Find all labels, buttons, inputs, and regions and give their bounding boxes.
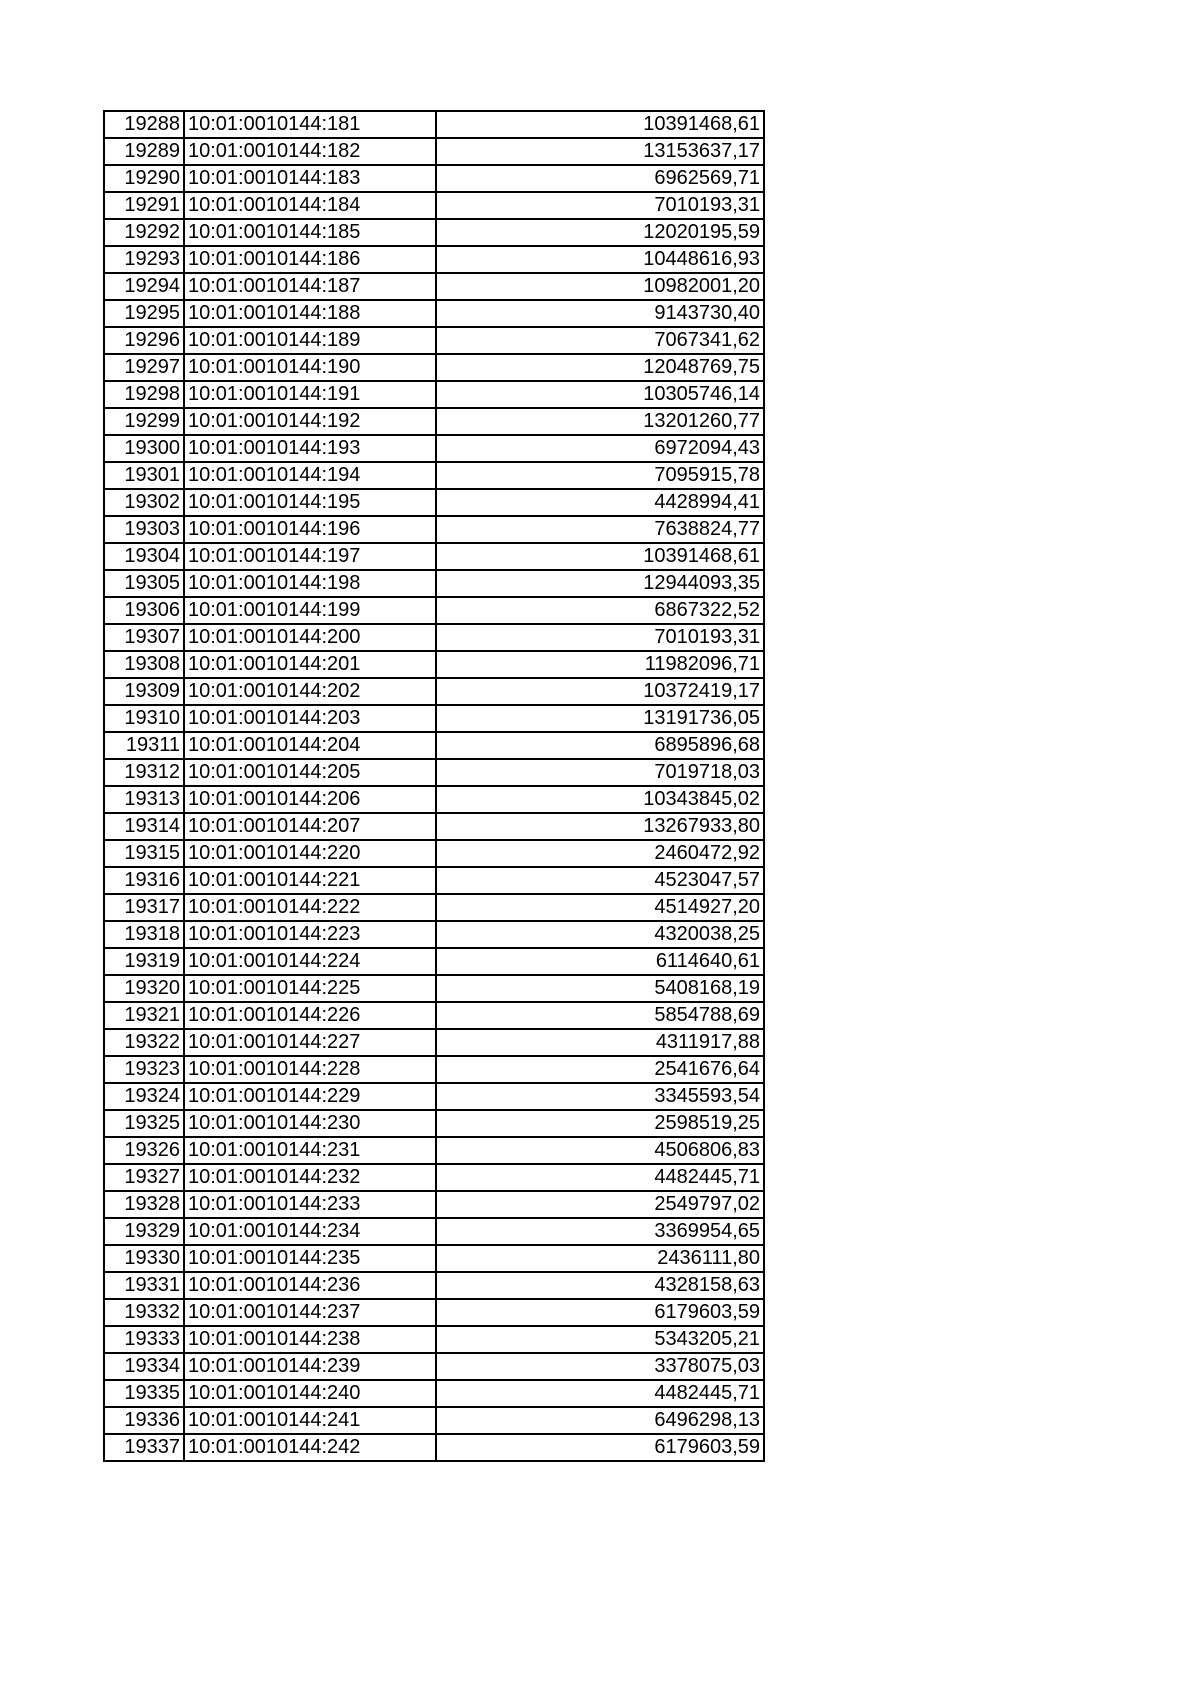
cadastral-number-cell: 10:01:0010144:241: [184, 1407, 436, 1434]
value-cell: 2460472,92: [436, 840, 764, 867]
table-row: [104, 948, 764, 975]
value-cell: 12020195,59: [436, 219, 764, 246]
cadastral-number-cell: 10:01:0010144:190: [184, 354, 436, 381]
value-cell: 4320038,25: [436, 921, 764, 948]
row-number-cell: 19330: [104, 1245, 184, 1272]
table-row: [104, 840, 764, 867]
value-cell: 10982001,20: [436, 273, 764, 300]
cadastral-number-cell: 10:01:0010144:237: [184, 1299, 436, 1326]
table-row: [104, 975, 764, 1002]
table-row: [104, 597, 764, 624]
cadastral-number-cell: 10:01:0010144:201: [184, 651, 436, 678]
row-number-cell: 19319: [104, 948, 184, 975]
table-row: [104, 1380, 764, 1407]
cadastral-number-cell: 10:01:0010144:231: [184, 1137, 436, 1164]
value-cell: 6114640,61: [436, 948, 764, 975]
table-row: [104, 516, 764, 543]
cadastral-number-cell: 10:01:0010144:225: [184, 975, 436, 1002]
value-cell: 4523047,57: [436, 867, 764, 894]
table-row: [104, 354, 764, 381]
table-row: [104, 705, 764, 732]
row-number-cell: 19304: [104, 543, 184, 570]
value-cell: 7010193,31: [436, 192, 764, 219]
value-cell: 2549797,02: [436, 1191, 764, 1218]
row-number-cell: 19323: [104, 1056, 184, 1083]
row-number-cell: 19290: [104, 165, 184, 192]
cadastral-number-cell: 10:01:0010144:222: [184, 894, 436, 921]
value-cell: 3345593,54: [436, 1083, 764, 1110]
row-number-cell: 19327: [104, 1164, 184, 1191]
value-cell: 4328158,63: [436, 1272, 764, 1299]
value-cell: 5854788,69: [436, 1002, 764, 1029]
row-number-cell: 19315: [104, 840, 184, 867]
cadastral-number-cell: 10:01:0010144:232: [184, 1164, 436, 1191]
value-cell: 6972094,43: [436, 435, 764, 462]
row-number-cell: 19298: [104, 381, 184, 408]
value-cell: 4428994,41: [436, 489, 764, 516]
value-cell: 10448616,93: [436, 246, 764, 273]
table-row: [104, 543, 764, 570]
table-row: [104, 651, 764, 678]
value-cell: 12048769,75: [436, 354, 764, 381]
cadastral-number-cell: 10:01:0010144:193: [184, 435, 436, 462]
value-cell: 12944093,35: [436, 570, 764, 597]
cadastral-number-cell: 10:01:0010144:191: [184, 381, 436, 408]
cadastral-number-cell: 10:01:0010144:188: [184, 300, 436, 327]
value-cell: 6179603,59: [436, 1299, 764, 1326]
row-number-cell: 19307: [104, 624, 184, 651]
value-cell: 4311917,88: [436, 1029, 764, 1056]
data-table: [103, 110, 765, 1462]
cadastral-number-cell: 10:01:0010144:197: [184, 543, 436, 570]
cadastral-number-cell: 10:01:0010144:181: [184, 111, 436, 138]
table-row: [104, 138, 764, 165]
table-row: [104, 1083, 764, 1110]
table-row: [104, 813, 764, 840]
table-row: [104, 921, 764, 948]
table-row: [104, 165, 764, 192]
value-cell: 10391468,61: [436, 543, 764, 570]
row-number-cell: 19333: [104, 1326, 184, 1353]
cadastral-number-cell: 10:01:0010144:186: [184, 246, 436, 273]
row-number-cell: 19314: [104, 813, 184, 840]
table-row: [104, 1191, 764, 1218]
cadastral-number-cell: 10:01:0010144:229: [184, 1083, 436, 1110]
row-number-cell: 19292: [104, 219, 184, 246]
cadastral-number-cell: 10:01:0010144:242: [184, 1434, 436, 1461]
value-cell: 6496298,13: [436, 1407, 764, 1434]
row-number-cell: 19297: [104, 354, 184, 381]
row-number-cell: 19324: [104, 1083, 184, 1110]
table-row: [104, 489, 764, 516]
value-cell: 2598519,25: [436, 1110, 764, 1137]
cadastral-number-cell: 10:01:0010144:226: [184, 1002, 436, 1029]
table-row: [104, 759, 764, 786]
value-cell: 7095915,78: [436, 462, 764, 489]
cadastral-number-cell: 10:01:0010144:207: [184, 813, 436, 840]
cadastral-number-cell: 10:01:0010144:238: [184, 1326, 436, 1353]
value-cell: 5343205,21: [436, 1326, 764, 1353]
cadastral-number-cell: 10:01:0010144:203: [184, 705, 436, 732]
row-number-cell: 19318: [104, 921, 184, 948]
value-cell: 11982096,71: [436, 651, 764, 678]
value-cell: 2541676,64: [436, 1056, 764, 1083]
row-number-cell: 19325: [104, 1110, 184, 1137]
cadastral-number-cell: 10:01:0010144:223: [184, 921, 436, 948]
table-row: [104, 1326, 764, 1353]
table-row: [104, 1407, 764, 1434]
table-row: [104, 300, 764, 327]
row-number-cell: 19329: [104, 1218, 184, 1245]
row-number-cell: 19296: [104, 327, 184, 354]
row-number-cell: 19300: [104, 435, 184, 462]
value-cell: 4514927,20: [436, 894, 764, 921]
table-row: [104, 1245, 764, 1272]
row-number-cell: 19326: [104, 1137, 184, 1164]
row-number-cell: 19309: [104, 678, 184, 705]
cadastral-number-cell: 10:01:0010144:202: [184, 678, 436, 705]
row-number-cell: 19299: [104, 408, 184, 435]
value-cell: 4482445,71: [436, 1380, 764, 1407]
row-number-cell: 19320: [104, 975, 184, 1002]
value-cell: 4482445,71: [436, 1164, 764, 1191]
row-number-cell: 19293: [104, 246, 184, 273]
row-number-cell: 19308: [104, 651, 184, 678]
table-row: [104, 894, 764, 921]
row-number-cell: 19310: [104, 705, 184, 732]
cadastral-number-cell: 10:01:0010144:239: [184, 1353, 436, 1380]
row-number-cell: 19332: [104, 1299, 184, 1326]
table-row: [104, 381, 764, 408]
table-row: [104, 1137, 764, 1164]
cadastral-number-cell: 10:01:0010144:183: [184, 165, 436, 192]
cadastral-number-cell: 10:01:0010144:196: [184, 516, 436, 543]
row-number-cell: 19313: [104, 786, 184, 813]
row-number-cell: 19291: [104, 192, 184, 219]
row-number-cell: 19321: [104, 1002, 184, 1029]
value-cell: 5408168,19: [436, 975, 764, 1002]
cadastral-number-cell: 10:01:0010144:233: [184, 1191, 436, 1218]
cadastral-number-cell: 10:01:0010144:228: [184, 1056, 436, 1083]
table-row: [104, 111, 764, 138]
value-cell: 10372419,17: [436, 678, 764, 705]
table-row: [104, 1434, 764, 1461]
row-number-cell: 19336: [104, 1407, 184, 1434]
cadastral-number-cell: 10:01:0010144:227: [184, 1029, 436, 1056]
value-cell: 6895896,68: [436, 732, 764, 759]
value-cell: 13153637,17: [436, 138, 764, 165]
row-number-cell: 19334: [104, 1353, 184, 1380]
table-row: [104, 1056, 764, 1083]
row-number-cell: 19303: [104, 516, 184, 543]
cadastral-number-cell: 10:01:0010144:220: [184, 840, 436, 867]
row-number-cell: 19331: [104, 1272, 184, 1299]
table-row: [104, 192, 764, 219]
value-cell: 4506806,83: [436, 1137, 764, 1164]
cadastral-number-cell: 10:01:0010144:199: [184, 597, 436, 624]
table-row: [104, 678, 764, 705]
row-number-cell: 19306: [104, 597, 184, 624]
table-row: [104, 867, 764, 894]
cadastral-number-cell: 10:01:0010144:182: [184, 138, 436, 165]
value-cell: 9143730,40: [436, 300, 764, 327]
cadastral-number-cell: 10:01:0010144:185: [184, 219, 436, 246]
value-cell: 10391468,61: [436, 111, 764, 138]
table-row: [104, 732, 764, 759]
value-cell: 13191736,05: [436, 705, 764, 732]
row-number-cell: 19305: [104, 570, 184, 597]
table-row: [104, 219, 764, 246]
table-row: [104, 570, 764, 597]
cadastral-number-cell: 10:01:0010144:235: [184, 1245, 436, 1272]
value-cell: 7638824,77: [436, 516, 764, 543]
table-row: [104, 1110, 764, 1137]
table-row: [104, 273, 764, 300]
row-number-cell: 19302: [104, 489, 184, 516]
value-cell: 2436111,80: [436, 1245, 764, 1272]
cadastral-number-cell: 10:01:0010144:240: [184, 1380, 436, 1407]
cadastral-number-cell: 10:01:0010144:194: [184, 462, 436, 489]
value-cell: 3378075,03: [436, 1353, 764, 1380]
table-row: [104, 246, 764, 273]
cadastral-number-cell: 10:01:0010144:205: [184, 759, 436, 786]
cadastral-number-cell: 10:01:0010144:206: [184, 786, 436, 813]
value-cell: 7019718,03: [436, 759, 764, 786]
cadastral-number-cell: 10:01:0010144:236: [184, 1272, 436, 1299]
value-cell: 6962569,71: [436, 165, 764, 192]
row-number-cell: 19316: [104, 867, 184, 894]
cadastral-number-cell: 10:01:0010144:184: [184, 192, 436, 219]
table-row: [104, 462, 764, 489]
row-number-cell: 19295: [104, 300, 184, 327]
cadastral-number-cell: 10:01:0010144:192: [184, 408, 436, 435]
cadastral-number-cell: 10:01:0010144:187: [184, 273, 436, 300]
cadastral-number-cell: 10:01:0010144:224: [184, 948, 436, 975]
cadastral-number-cell: 10:01:0010144:200: [184, 624, 436, 651]
table-row: [104, 624, 764, 651]
cadastral-number-cell: 10:01:0010144:198: [184, 570, 436, 597]
cadastral-number-cell: 10:01:0010144:221: [184, 867, 436, 894]
table-row: [104, 1164, 764, 1191]
row-number-cell: 19288: [104, 111, 184, 138]
value-cell: 13267933,80: [436, 813, 764, 840]
cadastral-number-cell: 10:01:0010144:234: [184, 1218, 436, 1245]
row-number-cell: 19328: [104, 1191, 184, 1218]
value-cell: 7067341,62: [436, 327, 764, 354]
table-row: [104, 1353, 764, 1380]
row-number-cell: 19311: [104, 732, 184, 759]
table-row: [104, 1029, 764, 1056]
row-number-cell: 19301: [104, 462, 184, 489]
table-row: [104, 1218, 764, 1245]
table-body: [104, 111, 764, 1461]
row-number-cell: 19337: [104, 1434, 184, 1461]
row-number-cell: 19294: [104, 273, 184, 300]
value-cell: 6179603,59: [436, 1434, 764, 1461]
row-number-cell: 19312: [104, 759, 184, 786]
table-row: [104, 435, 764, 462]
row-number-cell: 19322: [104, 1029, 184, 1056]
table-row: [104, 327, 764, 354]
value-cell: 6867322,52: [436, 597, 764, 624]
cadastral-number-cell: 10:01:0010144:204: [184, 732, 436, 759]
cadastral-number-cell: 10:01:0010144:195: [184, 489, 436, 516]
table-row: [104, 1002, 764, 1029]
value-cell: 10305746,14: [436, 381, 764, 408]
table-row: [104, 1299, 764, 1326]
row-number-cell: 19335: [104, 1380, 184, 1407]
value-cell: 7010193,31: [436, 624, 764, 651]
cadastral-number-cell: 10:01:0010144:189: [184, 327, 436, 354]
cadastral-number-cell: 10:01:0010144:230: [184, 1110, 436, 1137]
value-cell: 10343845,02: [436, 786, 764, 813]
table-row: [104, 786, 764, 813]
table-row: [104, 408, 764, 435]
value-cell: 3369954,65: [436, 1218, 764, 1245]
value-cell: 13201260,77: [436, 408, 764, 435]
row-number-cell: 19317: [104, 894, 184, 921]
table-row: [104, 1272, 764, 1299]
row-number-cell: 19289: [104, 138, 184, 165]
